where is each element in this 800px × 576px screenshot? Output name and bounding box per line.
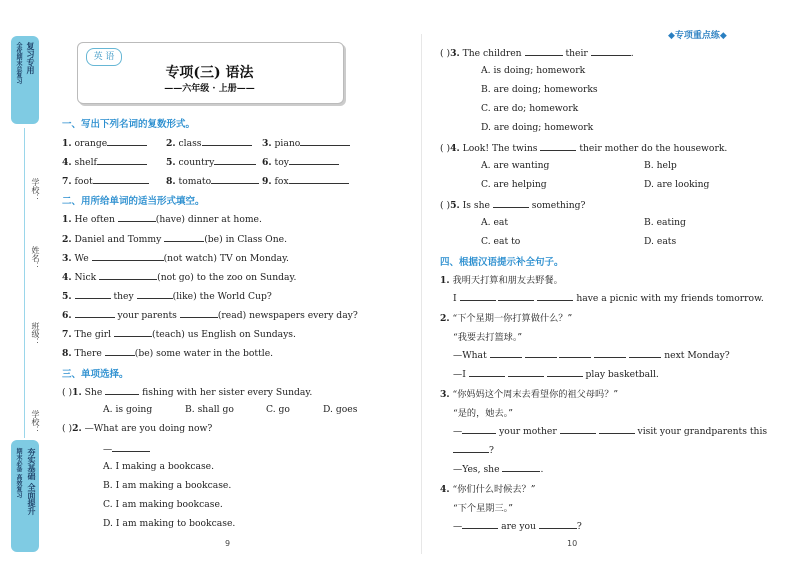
question-text: have a picnic with my friends tomorrow. bbox=[576, 293, 764, 304]
s3-question-4 bbox=[440, 141, 727, 154]
question-text: (be) in Class One. bbox=[204, 234, 287, 245]
answer-blank[interactable] bbox=[537, 291, 573, 301]
answer-blank[interactable] bbox=[493, 198, 529, 208]
answer-blank[interactable] bbox=[105, 346, 135, 356]
question-text: Look! The twins bbox=[462, 143, 538, 154]
s2-question-1 bbox=[62, 212, 262, 225]
s4-question-4-answer bbox=[453, 519, 582, 532]
s2-question-7 bbox=[62, 327, 296, 340]
s1-item-2 bbox=[166, 136, 252, 149]
option-c[interactable]: C. go bbox=[266, 404, 290, 415]
s4-question-3-answer-a bbox=[453, 424, 767, 437]
item-number: 8. bbox=[166, 176, 176, 187]
s4-question-2-prompt bbox=[440, 310, 572, 324]
question-text: (like) the World Cup? bbox=[172, 291, 272, 302]
s4-question-3-prompt-b: “是的，她去。” bbox=[453, 408, 513, 419]
answer-blank[interactable] bbox=[289, 155, 339, 165]
answer-blank[interactable] bbox=[453, 443, 489, 453]
answer-paren[interactable]: ( ) bbox=[440, 200, 451, 211]
answer-paren[interactable]: ( ) bbox=[62, 387, 73, 398]
answer-blank[interactable] bbox=[525, 348, 557, 358]
item-number: 7. bbox=[62, 176, 72, 187]
chinese-prompt: “你妈妈这个周末去看望你的祖父母吗？” bbox=[452, 389, 619, 400]
item-word: foot bbox=[74, 176, 93, 187]
question-text: She bbox=[84, 387, 103, 398]
answer-blank[interactable] bbox=[118, 212, 156, 222]
question-number: 8. bbox=[62, 348, 72, 359]
item-word: fox bbox=[274, 176, 289, 187]
s4-question-3-prompt bbox=[440, 386, 618, 400]
question-text: —What are you doing now? bbox=[84, 423, 213, 434]
answer-blank[interactable] bbox=[75, 289, 111, 299]
section3-heading: 三、单项选择。 bbox=[62, 369, 129, 380]
question-number: 6. bbox=[62, 310, 72, 321]
question-text: your mother bbox=[499, 426, 557, 437]
answer-paren[interactable]: ( ) bbox=[62, 423, 73, 434]
question-text: their mother do the housework. bbox=[579, 143, 728, 154]
answer-blank[interactable] bbox=[462, 424, 496, 434]
spine-label-school: 学校： bbox=[31, 410, 40, 434]
option-b[interactable]: B. are doing; homeworks bbox=[481, 84, 598, 95]
answer-blank[interactable] bbox=[629, 348, 661, 358]
option-d[interactable]: D. are doing; homework bbox=[481, 122, 594, 133]
question-text: ? bbox=[489, 445, 494, 456]
question-text: (be) some water in the bottle. bbox=[134, 348, 274, 359]
spine-label-grade: 班级： bbox=[31, 322, 40, 346]
question-text: something? bbox=[531, 200, 586, 211]
question-text: Nick bbox=[74, 272, 97, 283]
s2-question-5 bbox=[62, 289, 272, 302]
s1-item-6 bbox=[262, 155, 339, 168]
spine-top-text-a: 复习专用 bbox=[26, 42, 35, 74]
item-number: 1. bbox=[62, 138, 72, 149]
s1-item-7 bbox=[62, 174, 149, 187]
answer-blank[interactable] bbox=[525, 46, 563, 56]
option-a[interactable]: A. eat bbox=[481, 217, 509, 228]
answer-blank[interactable] bbox=[180, 308, 218, 318]
s4-question-4-prompt bbox=[440, 481, 535, 495]
dash: — bbox=[103, 444, 113, 455]
answer-blank[interactable] bbox=[300, 136, 350, 146]
spine-divider bbox=[24, 128, 25, 438]
question-number: 2. bbox=[440, 313, 450, 324]
s4-question-2-answer-a bbox=[453, 348, 730, 361]
answer-paren[interactable]: ( ) bbox=[440, 48, 451, 59]
s4-question-2-prompt-b: “我要去打篮球。” bbox=[453, 332, 523, 343]
s1-item-9 bbox=[262, 174, 349, 187]
question-text: play basketball. bbox=[585, 369, 659, 380]
answer-blank[interactable] bbox=[490, 348, 522, 358]
page-number-left: 9 bbox=[225, 539, 231, 548]
question-number: 1. bbox=[440, 275, 450, 286]
answer-blank[interactable] bbox=[540, 141, 576, 151]
question-number: 2. bbox=[72, 423, 82, 434]
section2-heading: 二、用所给单词的适当形式填空。 bbox=[62, 196, 205, 207]
page-number-right: 10 bbox=[567, 539, 578, 548]
s4-question-2-answer-b bbox=[453, 367, 659, 380]
item-word: toy bbox=[274, 157, 289, 168]
s3-question-2 bbox=[62, 423, 212, 434]
answer-blank[interactable] bbox=[539, 519, 577, 529]
answer-blank[interactable] bbox=[289, 174, 349, 184]
page-divider bbox=[421, 34, 422, 554]
spine-top-band bbox=[11, 36, 39, 124]
spine-label-class: 学校： bbox=[31, 178, 40, 202]
answer-blank[interactable] bbox=[114, 327, 152, 337]
s3-question-1 bbox=[62, 385, 312, 398]
question-text: — bbox=[453, 521, 463, 532]
answer-paren[interactable]: ( ) bbox=[440, 143, 451, 154]
item-word: tomato bbox=[178, 176, 212, 187]
question-text: next Monday? bbox=[664, 350, 730, 361]
answer-blank[interactable] bbox=[559, 348, 591, 358]
question-text: He often bbox=[74, 214, 115, 225]
answer-blank[interactable] bbox=[599, 424, 635, 434]
answer-blank[interactable] bbox=[211, 174, 259, 184]
answer-blank[interactable] bbox=[137, 289, 173, 299]
answer-blank[interactable] bbox=[460, 291, 496, 301]
option-b[interactable]: B. help bbox=[644, 160, 677, 171]
s4-question-1-prompt bbox=[440, 272, 563, 286]
answer-blank[interactable] bbox=[560, 424, 596, 434]
question-text: —What bbox=[453, 350, 487, 361]
question-number: 1. bbox=[72, 387, 82, 398]
item-number: 3. bbox=[262, 138, 272, 149]
s1-item-3 bbox=[262, 136, 350, 149]
section1-heading: 一、写出下列名词的复数形式。 bbox=[62, 119, 196, 130]
section4-heading: 四、根据汉语提示补全句子。 bbox=[440, 257, 564, 268]
option-d[interactable]: D. eats bbox=[644, 236, 677, 247]
spine-top-text-b: 全优期末总复习 bbox=[15, 42, 22, 84]
question-text: (read) newspapers every day? bbox=[217, 310, 358, 321]
chinese-prompt: 我明天打算和朋友去野餐。 bbox=[452, 275, 563, 286]
question-text: —Yes, she bbox=[453, 464, 500, 475]
item-word: country bbox=[178, 157, 215, 168]
question-text: your parents bbox=[117, 310, 177, 321]
question-number: 3. bbox=[450, 48, 460, 59]
question-number: 7. bbox=[62, 329, 72, 340]
option-c[interactable]: C. are do; homework bbox=[481, 103, 579, 114]
option-c[interactable]: C. eat to bbox=[481, 236, 521, 247]
s2-question-2 bbox=[62, 232, 287, 245]
question-text: . bbox=[540, 464, 544, 475]
option-d[interactable]: D. I am making to bookcase. bbox=[103, 518, 236, 529]
question-text: their bbox=[565, 48, 588, 59]
question-text: visit your grandparents this bbox=[637, 426, 768, 437]
spine-bottom-text-b: 期末必备 高效复习 bbox=[15, 448, 22, 499]
option-c[interactable]: C. I am making bookcase. bbox=[103, 499, 223, 510]
item-word: class bbox=[178, 138, 202, 149]
s1-item-8 bbox=[166, 174, 259, 187]
question-number: 4. bbox=[440, 484, 450, 495]
question-text: The children bbox=[462, 48, 522, 59]
chinese-prompt: “你们什么时候去？” bbox=[452, 484, 536, 495]
s2-question-8 bbox=[62, 346, 273, 359]
question-text: . bbox=[630, 48, 634, 59]
s1-item-1 bbox=[62, 136, 147, 149]
question-number: 3. bbox=[62, 253, 72, 264]
option-a[interactable]: A. is going bbox=[103, 404, 153, 415]
answer-blank[interactable] bbox=[462, 519, 498, 529]
s4-question-3-answer-c bbox=[453, 462, 543, 475]
question-text: Daniel and Tommy bbox=[74, 234, 162, 245]
question-text: (not watch) TV on Monday. bbox=[163, 253, 289, 264]
s3-question-5 bbox=[440, 198, 585, 211]
question-text: are you bbox=[501, 521, 536, 532]
question-number: 5. bbox=[62, 291, 72, 302]
question-number: 5. bbox=[450, 200, 460, 211]
chinese-prompt: “下个星期一你打算做什么？” bbox=[452, 313, 573, 324]
answer-blank[interactable] bbox=[107, 136, 147, 146]
answer-blank[interactable] bbox=[502, 462, 540, 472]
question-text: —I bbox=[453, 369, 466, 380]
spine-bottom-text-a: 夯实基础 全面提升 bbox=[27, 448, 36, 515]
question-text: There bbox=[74, 348, 102, 359]
item-word: piano bbox=[274, 138, 301, 149]
answer-blank[interactable] bbox=[75, 308, 115, 318]
s4-question-4-prompt-b: “下个星期三。” bbox=[453, 503, 513, 514]
question-number: 4. bbox=[62, 272, 72, 283]
s1-item-5 bbox=[166, 155, 256, 168]
answer-blank[interactable] bbox=[594, 348, 626, 358]
question-text: (teach) us English on Sundays. bbox=[152, 329, 296, 340]
s4-question-3-answer-b bbox=[453, 443, 494, 456]
page-title: 专项(三) 语法 bbox=[165, 65, 254, 81]
answer-blank[interactable] bbox=[469, 367, 505, 377]
question-text: fishing with her sister every Sunday. bbox=[142, 387, 313, 398]
s2-question-6 bbox=[62, 308, 358, 321]
answer-blank[interactable] bbox=[202, 136, 252, 146]
question-number: 4. bbox=[450, 143, 460, 154]
item-word: shelf bbox=[74, 157, 97, 168]
question-number: 2. bbox=[62, 234, 72, 245]
item-number: 6. bbox=[262, 157, 272, 168]
answer-blank[interactable] bbox=[164, 232, 204, 242]
item-word: orange bbox=[74, 138, 108, 149]
spine-bottom-band bbox=[11, 440, 39, 552]
answer-blank[interactable] bbox=[93, 174, 149, 184]
question-text: — bbox=[453, 426, 463, 437]
answer-blank[interactable] bbox=[214, 155, 256, 165]
subject-tag: 英 语 bbox=[86, 48, 122, 66]
question-text: The girl bbox=[74, 329, 112, 340]
option-a[interactable]: A. I making a bookcase. bbox=[103, 461, 215, 472]
question-number: 3. bbox=[440, 389, 450, 400]
answer-blank[interactable] bbox=[112, 442, 150, 452]
answer-blank[interactable] bbox=[105, 385, 139, 395]
corner-label: ◆专项重点练◆ bbox=[668, 31, 727, 41]
s4-question-1-answer bbox=[453, 291, 764, 304]
s1-item-4 bbox=[62, 155, 147, 168]
s2-question-3 bbox=[62, 251, 289, 264]
question-text: We bbox=[74, 253, 89, 264]
question-text: they bbox=[113, 291, 134, 302]
answer-blank[interactable] bbox=[498, 291, 534, 301]
question-text: Is she bbox=[462, 200, 490, 211]
answer-blank[interactable] bbox=[92, 251, 164, 261]
option-b[interactable]: B. I am making a bookcase. bbox=[103, 480, 232, 491]
question-text: I bbox=[453, 293, 457, 304]
question-text: (have) dinner at home. bbox=[155, 214, 262, 225]
option-d[interactable]: D. goes bbox=[323, 404, 358, 415]
item-number: 9. bbox=[262, 176, 272, 187]
question-text: (not go) to the zoo on Sunday. bbox=[157, 272, 297, 283]
question-number: 1. bbox=[62, 214, 72, 225]
answer-blank[interactable] bbox=[99, 270, 157, 280]
option-a[interactable]: A. are wanting bbox=[481, 160, 550, 171]
answer-blank[interactable] bbox=[508, 367, 544, 377]
question-text: ? bbox=[576, 521, 582, 532]
option-b[interactable]: B. shall go bbox=[185, 404, 234, 415]
s2-question-4 bbox=[62, 270, 296, 283]
item-number: 2. bbox=[166, 138, 176, 149]
answer-blank[interactable] bbox=[547, 367, 583, 377]
s3-question-3 bbox=[440, 46, 634, 59]
answer-blank[interactable] bbox=[97, 155, 147, 165]
s3-q2-answer-line bbox=[103, 442, 150, 455]
option-d[interactable]: D. are looking bbox=[644, 179, 710, 190]
page-subtitle: ——六年级 · 上册—— bbox=[164, 84, 255, 94]
option-a[interactable]: A. is doing; homework bbox=[481, 65, 586, 76]
option-b[interactable]: B. eating bbox=[644, 217, 686, 228]
option-c[interactable]: C. are helping bbox=[481, 179, 547, 190]
item-number: 4. bbox=[62, 157, 72, 168]
spine-label-name: 姓名： bbox=[31, 246, 40, 270]
answer-blank[interactable] bbox=[591, 46, 631, 56]
item-number: 5. bbox=[166, 157, 176, 168]
